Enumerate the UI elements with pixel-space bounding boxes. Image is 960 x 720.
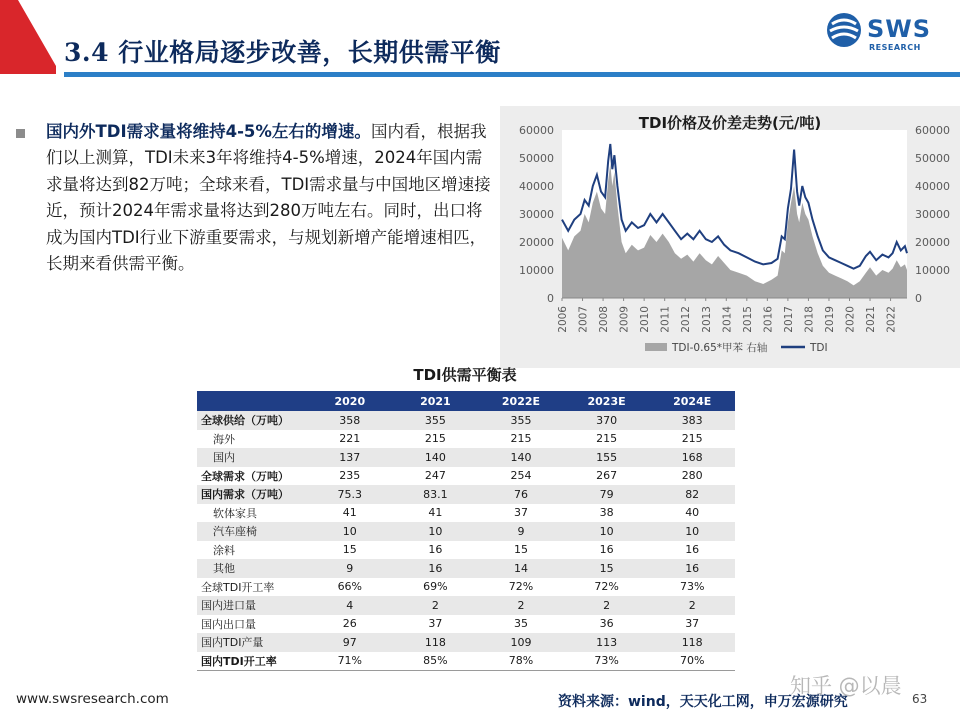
table-cell: 85% bbox=[393, 652, 479, 671]
table-row bbox=[197, 578, 735, 597]
supply-demand-table bbox=[197, 391, 735, 671]
x-tick-label: 2011 bbox=[659, 306, 672, 333]
table-row bbox=[197, 559, 735, 578]
y-left-tick-label: 0 bbox=[547, 292, 554, 305]
table-cell: 35 bbox=[478, 615, 564, 634]
table-cell: 37 bbox=[393, 615, 479, 634]
y-right-tick-label: 60000 bbox=[915, 124, 950, 137]
table-cell: 79 bbox=[564, 485, 650, 504]
table-cell: 72% bbox=[564, 578, 650, 597]
y-right-tick-label: 20000 bbox=[915, 236, 950, 249]
body-lead-sentence: 国内外TDI需求量将维持4-5%左右的增速。 bbox=[46, 122, 371, 141]
header-accent-shape bbox=[0, 0, 56, 86]
x-tick-label: 2015 bbox=[741, 306, 754, 333]
table-cell: 215 bbox=[393, 430, 479, 449]
table-cell: 73% bbox=[564, 652, 650, 671]
x-tick-label: 2013 bbox=[700, 306, 713, 333]
table-cell: 235 bbox=[307, 467, 393, 486]
table-cell: 9 bbox=[478, 522, 564, 541]
y-right-tick-label: 50000 bbox=[915, 152, 950, 165]
y-left-tick-label: 60000 bbox=[519, 124, 554, 137]
table-cell: 36 bbox=[564, 615, 650, 634]
table-cell: 40 bbox=[649, 504, 735, 523]
x-tick-label: 2009 bbox=[618, 306, 631, 333]
table-row bbox=[197, 522, 735, 541]
legend-label-line: TDI bbox=[810, 342, 828, 354]
table-row bbox=[197, 541, 735, 560]
y-right-tick-label: 30000 bbox=[915, 208, 950, 221]
table-cell: 355 bbox=[478, 411, 564, 430]
table-row bbox=[197, 448, 735, 467]
price-chart bbox=[500, 106, 960, 368]
legend-swatch-area bbox=[645, 343, 667, 351]
table-cell: 14 bbox=[478, 559, 564, 578]
table-cell: 37 bbox=[649, 615, 735, 634]
watermark: 知乎 @以晨 bbox=[790, 674, 902, 698]
logo-name: SWS bbox=[867, 15, 932, 43]
row-label: 软体家具 bbox=[197, 504, 307, 523]
table-cell: 2 bbox=[564, 596, 650, 615]
table-cell: 355 bbox=[393, 411, 479, 430]
table-cell: 10 bbox=[649, 522, 735, 541]
table-cell: 72% bbox=[478, 578, 564, 597]
table-cell: 118 bbox=[393, 633, 479, 652]
table-cell: 41 bbox=[393, 504, 479, 523]
table-cell: 168 bbox=[649, 448, 735, 467]
body-rest-text: 国内看，根据我们以上测算，TDI未来3年将维持4-5%增速，2024年国内需求量将达到82万吨；全球来看，TDI需求量与中国地区增速接近，预计2024年需求量将达到280万吨左右。同时，出口将成为国内TDI行业下游重要需求，与规划新增产能增速相匹，长期来看供需平衡。 bbox=[46, 122, 491, 274]
table-row bbox=[197, 652, 735, 671]
table-cell: 9 bbox=[307, 559, 393, 578]
table-cell: 113 bbox=[564, 633, 650, 652]
table-cell: 16 bbox=[649, 541, 735, 560]
title-underline bbox=[64, 72, 960, 77]
table-cell: 38 bbox=[564, 504, 650, 523]
table-cell: 383 bbox=[649, 411, 735, 430]
y-right-tick-label: 10000 bbox=[915, 264, 950, 277]
footer-url[interactable]: www.swsresearch.com bbox=[16, 691, 169, 707]
x-tick-label: 2019 bbox=[823, 306, 836, 333]
table-cell: 221 bbox=[307, 430, 393, 449]
table-row bbox=[197, 596, 735, 615]
x-tick-label: 2006 bbox=[557, 306, 569, 333]
y-left-tick-label: 50000 bbox=[519, 152, 554, 165]
x-tick-label: 2017 bbox=[782, 306, 795, 333]
table-cell: 118 bbox=[649, 633, 735, 652]
table-row bbox=[197, 467, 735, 486]
row-label: 全球TDI开工率 bbox=[197, 578, 307, 597]
table-column-header: 2020 bbox=[307, 391, 393, 411]
table-cell: 215 bbox=[478, 430, 564, 449]
table-cell: 15 bbox=[564, 559, 650, 578]
table-cell: 2 bbox=[393, 596, 479, 615]
table-cell: 16 bbox=[564, 541, 650, 560]
table-cell: 140 bbox=[393, 448, 479, 467]
x-tick-label: 2021 bbox=[865, 306, 878, 333]
row-label: 国内TDI开工率 bbox=[197, 652, 307, 671]
table-cell: 37 bbox=[478, 504, 564, 523]
table-row bbox=[197, 485, 735, 504]
row-label: 国内出口量 bbox=[197, 615, 307, 634]
x-tick-label: 2022 bbox=[885, 306, 898, 333]
table-cell: 41 bbox=[307, 504, 393, 523]
table-cell: 358 bbox=[307, 411, 393, 430]
row-label: 国内TDI产量 bbox=[197, 633, 307, 652]
table-cell: 66% bbox=[307, 578, 393, 597]
table-cell: 215 bbox=[564, 430, 650, 449]
table-row bbox=[197, 430, 735, 449]
table-cell: 215 bbox=[649, 430, 735, 449]
row-label: 海外 bbox=[197, 430, 307, 449]
table-cell: 16 bbox=[649, 559, 735, 578]
y-right-tick-label: 0 bbox=[915, 292, 922, 305]
table-cell: 267 bbox=[564, 467, 650, 486]
table-cell: 4 bbox=[307, 596, 393, 615]
table-cell: 10 bbox=[393, 522, 479, 541]
y-left-tick-label: 40000 bbox=[519, 180, 554, 193]
table-cell: 155 bbox=[564, 448, 650, 467]
table-title: TDI供需平衡表 bbox=[413, 366, 517, 384]
row-label: 全球需求（万吨） bbox=[197, 467, 307, 486]
table-cell: 247 bbox=[393, 467, 479, 486]
row-label: 国内进口量 bbox=[197, 596, 307, 615]
table-cell: 78% bbox=[478, 652, 564, 671]
table-cell: 140 bbox=[478, 448, 564, 467]
x-tick-label: 2016 bbox=[762, 306, 775, 333]
table-cell: 83.1 bbox=[393, 485, 479, 504]
table-cell: 16 bbox=[393, 541, 479, 560]
logo-globe-icon bbox=[826, 12, 862, 48]
table-cell: 10 bbox=[307, 522, 393, 541]
table-cell: 69% bbox=[393, 578, 479, 597]
table-column-header: 2024E bbox=[649, 391, 735, 411]
bullet-square bbox=[16, 129, 25, 138]
y-left-tick-label: 20000 bbox=[519, 236, 554, 249]
body-paragraph bbox=[46, 119, 494, 277]
table-cell: 76 bbox=[478, 485, 564, 504]
page-number: 63 bbox=[912, 692, 928, 706]
table-cell: 26 bbox=[307, 615, 393, 634]
table-cell: 75.3 bbox=[307, 485, 393, 504]
table-cell: 2 bbox=[649, 596, 735, 615]
table-cell: 109 bbox=[478, 633, 564, 652]
x-tick-label: 2020 bbox=[844, 306, 857, 333]
chart-title: TDI价格及价差走势(元/吨) bbox=[638, 114, 822, 132]
y-left-tick-label: 30000 bbox=[519, 208, 554, 221]
logo-subtext: RESEARCH bbox=[869, 43, 921, 52]
table-cell: 73% bbox=[649, 578, 735, 597]
legend-label-area: TDI-0.65*甲苯 右轴 bbox=[672, 342, 768, 354]
row-label: 涂料 bbox=[197, 541, 307, 560]
table-cell: 71% bbox=[307, 652, 393, 671]
row-label: 全球供给（万吨） bbox=[197, 411, 307, 430]
footer-source: 资料来源：wind，天天化工网，申万宏源研究 bbox=[558, 694, 848, 710]
table-column-header: 2022E bbox=[478, 391, 564, 411]
row-label: 国内 bbox=[197, 448, 307, 467]
y-left-tick-label: 10000 bbox=[519, 264, 554, 277]
table-row bbox=[197, 411, 735, 430]
table-cell: 97 bbox=[307, 633, 393, 652]
table-cell: 10 bbox=[564, 522, 650, 541]
x-tick-label: 2010 bbox=[639, 306, 652, 333]
table-header-blank bbox=[197, 391, 307, 411]
x-tick-label: 2007 bbox=[577, 306, 590, 333]
table-column-header: 2021 bbox=[393, 391, 479, 411]
table-cell: 70% bbox=[649, 652, 735, 671]
table-column-header: 2023E bbox=[564, 391, 650, 411]
x-tick-label: 2018 bbox=[803, 306, 816, 333]
page-title: 3.4 行业格局逐步改善，长期供需平衡 bbox=[64, 38, 501, 67]
row-label: 汽车座椅 bbox=[197, 522, 307, 541]
sws-logo bbox=[826, 12, 946, 58]
table-cell: 15 bbox=[307, 541, 393, 560]
x-tick-label: 2012 bbox=[680, 306, 693, 333]
x-tick-label: 2014 bbox=[721, 306, 734, 333]
table-row bbox=[197, 504, 735, 523]
table-row bbox=[197, 633, 735, 652]
row-label: 国内需求（万吨） bbox=[197, 485, 307, 504]
table-cell: 370 bbox=[564, 411, 650, 430]
table-cell: 16 bbox=[393, 559, 479, 578]
table-cell: 137 bbox=[307, 448, 393, 467]
row-label: 其他 bbox=[197, 559, 307, 578]
table-cell: 82 bbox=[649, 485, 735, 504]
table-cell: 2 bbox=[478, 596, 564, 615]
x-tick-label: 2008 bbox=[598, 306, 611, 333]
table-cell: 15 bbox=[478, 541, 564, 560]
table-cell: 254 bbox=[478, 467, 564, 486]
y-right-tick-label: 40000 bbox=[915, 180, 950, 193]
table-header-row bbox=[197, 391, 735, 411]
table-cell: 280 bbox=[649, 467, 735, 486]
table-row bbox=[197, 615, 735, 634]
